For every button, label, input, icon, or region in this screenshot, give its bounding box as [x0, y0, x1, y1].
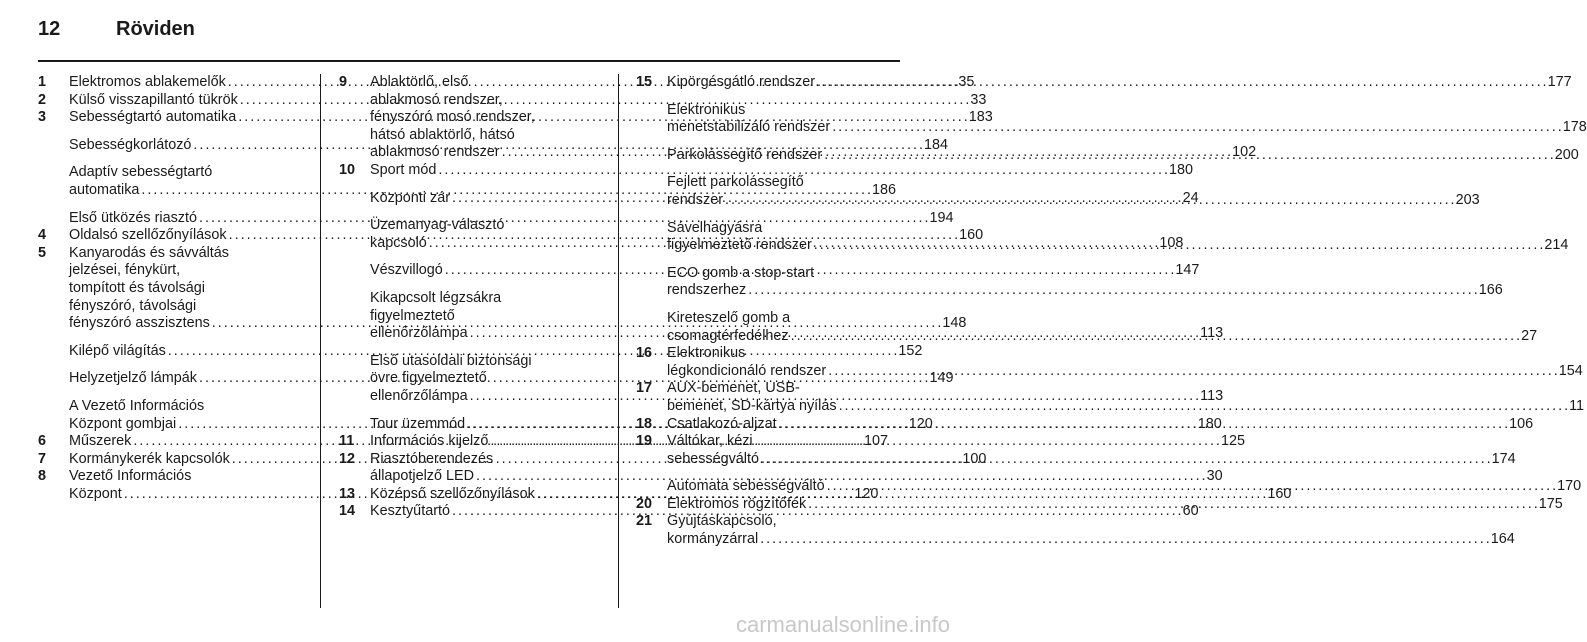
entry-page: 11	[1569, 397, 1585, 414]
leader-dots	[748, 282, 1477, 300]
column-divider-2	[618, 74, 619, 608]
leader-dots	[828, 363, 1557, 381]
entry-page: 113	[1200, 387, 1224, 404]
entry-number	[339, 290, 370, 343]
entry-text: Kanyarodás és sávváltás	[69, 244, 229, 261]
entry-number: 4	[38, 227, 47, 244]
entry-number: 1	[38, 74, 47, 90]
entry-text: Vezető Információs	[69, 468, 192, 485]
entry-text: Elektromos ablakemelők	[69, 74, 226, 90]
entry-number	[339, 262, 370, 280]
entry-page: 108	[1159, 234, 1184, 251]
entry-page: 174	[1491, 450, 1516, 467]
entry-number: 17	[636, 380, 653, 397]
entry-text: Gyújtáskapcsoló,	[667, 513, 777, 530]
entry-number: 18	[636, 415, 653, 432]
entry-page: 24	[1182, 189, 1199, 206]
entry-page: 177	[1547, 74, 1572, 90]
entry-number: 9	[339, 74, 348, 90]
entry-page: 203	[1455, 191, 1480, 208]
entry-text: Elektronikus	[667, 345, 746, 362]
entry-number: 5	[38, 244, 47, 261]
entry-number	[339, 353, 370, 406]
entry-page: 214	[1544, 237, 1569, 254]
watermark: carmanualsonline.info	[735, 612, 950, 637]
entry-text: Első utasoldali biztonsági	[370, 352, 532, 369]
entry-text: Kilépő világítás	[69, 342, 166, 359]
entry-text: állapotjelző LED	[370, 468, 474, 485]
entry-page: 154	[1558, 362, 1583, 379]
entry-page: 125	[1220, 433, 1245, 450]
entry-text: jelzései, fénykürt,	[69, 262, 181, 279]
entry-page: 100	[962, 450, 987, 467]
entry-page: 175	[1538, 495, 1563, 512]
entry-number	[38, 210, 69, 228]
leader-dots	[791, 328, 1520, 346]
entry-text: Ablaktörlő, első	[370, 74, 469, 90]
entry-text: fényszóró, távolsági	[69, 297, 197, 314]
entry-page: 30	[1206, 468, 1223, 485]
entry-text: övre figyelmeztető	[370, 370, 487, 387]
entry-page: 180	[1168, 161, 1193, 178]
entry-number: 6	[38, 433, 47, 450]
entry-page: 194	[929, 209, 954, 226]
entry-text: figyelmeztető rendszer	[667, 237, 812, 254]
entry-number	[38, 137, 69, 155]
header-rule	[38, 60, 900, 62]
leader-dots	[760, 531, 1489, 549]
entry-page: 35	[958, 74, 975, 90]
entry-page: 164	[1490, 531, 1515, 548]
entry-number	[636, 265, 667, 300]
entry-text: Automata sebességváltó	[667, 478, 825, 495]
entry-number: 2	[38, 91, 47, 108]
entry-page: 147	[1175, 262, 1200, 279]
entry-text: Központ	[69, 485, 122, 502]
entry-number: 14	[339, 503, 356, 520]
entry-page: 200	[1554, 146, 1579, 163]
entry-page: 120	[854, 485, 879, 502]
entry-number	[38, 164, 69, 199]
entry-text: hátsó ablaktörlő, hátsó	[370, 126, 515, 143]
entry-number	[636, 220, 667, 255]
page-title: Röviden	[116, 18, 195, 40]
entry-number: 3	[38, 109, 47, 126]
entry-number: 8	[38, 468, 47, 485]
page-number: 12	[38, 18, 61, 40]
entry-text: Sebességtartó automatika	[69, 109, 237, 126]
entry-text: rendszerhez	[667, 282, 747, 299]
entry-text: menetstabilizáló rendszer	[667, 119, 831, 136]
entry-text: Kireteszelő gomb a	[667, 309, 791, 326]
entry-page: 160	[959, 227, 984, 244]
entry-number	[339, 416, 370, 434]
entry-page: 180	[1197, 415, 1222, 432]
leader-dots	[832, 119, 1561, 137]
entry-text: Sávelhagyásra	[667, 219, 763, 236]
entry-text: Középső szellőzőnyílások	[370, 485, 535, 502]
entry-text: Adaptív sebességtartó	[69, 164, 213, 181]
entry-number: 10	[339, 161, 356, 178]
entry-text: Sebességkorlátozó	[69, 136, 192, 153]
entry-text: ECO gomb a stop-start	[667, 264, 815, 281]
entry-text: kapcsoló	[370, 234, 427, 251]
entry-number	[636, 478, 667, 496]
entry-page: 183	[968, 109, 993, 126]
entry-text: Vészvillogó	[370, 262, 443, 279]
entry-text: Riasztóberendezés	[370, 450, 494, 467]
entry-page: 166	[1478, 282, 1503, 299]
entry-page: 33	[970, 91, 987, 108]
entry-text: légkondicionáló rendszer	[667, 362, 827, 379]
entry-text: Tour üzemmód	[370, 415, 466, 432]
entry-text: Kipörgésgátló rendszer	[667, 74, 815, 90]
leader-dots	[808, 496, 1537, 514]
entry-text: Külső visszapillantó tükrök	[69, 91, 238, 108]
entry-page: 102	[1232, 144, 1257, 161]
entry-text: automatika	[69, 181, 140, 198]
entry-text: ablakmosó rendszer	[370, 144, 500, 161]
entry-text: A Vezető Információs	[69, 397, 205, 414]
entry-text: fényszóró mosó rendszer,	[370, 109, 535, 126]
entry-text: csomagtérfedélhez	[667, 327, 789, 344]
entry-text: Fejlett parkolássegítő	[667, 174, 804, 191]
entry-page: 60	[1182, 503, 1199, 520]
entry-text: Információs kijelző	[370, 433, 489, 450]
leader-dots	[839, 398, 1568, 416]
entry-number: 13	[339, 485, 356, 502]
entry-number	[636, 174, 667, 209]
leader-dots	[779, 416, 1508, 434]
entry-page: 120	[908, 415, 933, 432]
entry-number	[339, 217, 370, 252]
entry-number	[38, 398, 69, 433]
entry-page: 107	[863, 433, 888, 450]
index-entry	[636, 513, 1515, 548]
entry-page: 27	[1521, 327, 1538, 344]
entry-text: Csatlakozó-aljzat	[667, 415, 777, 432]
entry-text: Első ütközés riasztó	[69, 209, 197, 226]
entry-text: kormányzárral	[667, 531, 759, 548]
entry-text: ellenőrzőlámpa	[370, 387, 468, 404]
entry-text: Parkolássegítő rendszer	[667, 146, 823, 163]
entry-number: 15	[636, 74, 653, 90]
entry-text: Elektromos rögzítőfék	[667, 495, 807, 512]
entry-text: Váltókar, kézi	[667, 433, 753, 450]
entry-text: fényszóró asszisztens	[69, 315, 210, 332]
entry-text: Oldalsó szellőzőnyílások	[69, 227, 227, 244]
leader-dots	[761, 451, 1490, 469]
entry-text: bemenet, SD-kártya nyílás	[667, 397, 837, 414]
entry-number: 20	[636, 495, 653, 512]
entry-number	[636, 310, 667, 345]
entry-text: tompított és távolsági	[69, 279, 205, 296]
entry-text: Üzemanyag-választó	[370, 217, 505, 234]
entry-text: figyelmeztető	[370, 307, 455, 324]
entry-number: 21	[636, 513, 653, 530]
entry-text: Sport mód	[370, 161, 437, 178]
entry-text: rendszer	[667, 191, 723, 208]
entry-text: Műszerek	[69, 433, 132, 450]
entry-text: ellenőrzőlámpa	[370, 325, 468, 342]
leader-dots	[827, 478, 1556, 496]
entry-text: AUX-bemenet, USB-	[667, 380, 800, 397]
entry-number	[38, 370, 69, 388]
entry-page: 170	[1557, 478, 1582, 495]
entry-text: Elektronikus	[667, 101, 746, 118]
entry-number	[636, 147, 667, 165]
column-divider-1	[320, 74, 321, 608]
entry-page: 184	[923, 136, 948, 153]
leader-dots	[824, 147, 1553, 165]
entry-number: 7	[38, 450, 47, 467]
entry-text: Kesztyűtartó	[370, 503, 450, 520]
entry-text: Kormánykerék kapcsolók	[69, 450, 230, 467]
entry-text: ablakmosó rendszer,	[370, 91, 503, 108]
entry-page: 152	[898, 342, 923, 359]
page-header	[38, 18, 195, 48]
entry-page: 178	[1562, 119, 1587, 136]
entry-number: 16	[636, 345, 653, 362]
entry-text: Kikapcsolt légzsákra	[370, 289, 502, 306]
entry-number: 19	[636, 433, 653, 450]
entry-text: Központ gombjai	[69, 415, 177, 432]
entry-text: Központi zár	[370, 189, 450, 206]
entry-page: 149	[929, 370, 954, 387]
entry-number: 11	[339, 433, 355, 450]
entry-page: 113	[1200, 325, 1224, 342]
entry-page: 148	[942, 315, 967, 332]
entry-number	[339, 190, 370, 208]
entry-number	[636, 102, 667, 137]
entry-page: 106	[1509, 415, 1534, 432]
entry-page: 186	[871, 181, 896, 198]
leader-dots	[817, 74, 1546, 92]
index-entry	[339, 161, 1193, 180]
entry-text: Helyzetjelző lámpák	[69, 370, 197, 387]
entry-page: 160	[1267, 485, 1292, 502]
entry-number	[38, 343, 69, 361]
entry-text: sebességváltó	[667, 450, 760, 467]
entry-number: 12	[339, 450, 356, 467]
